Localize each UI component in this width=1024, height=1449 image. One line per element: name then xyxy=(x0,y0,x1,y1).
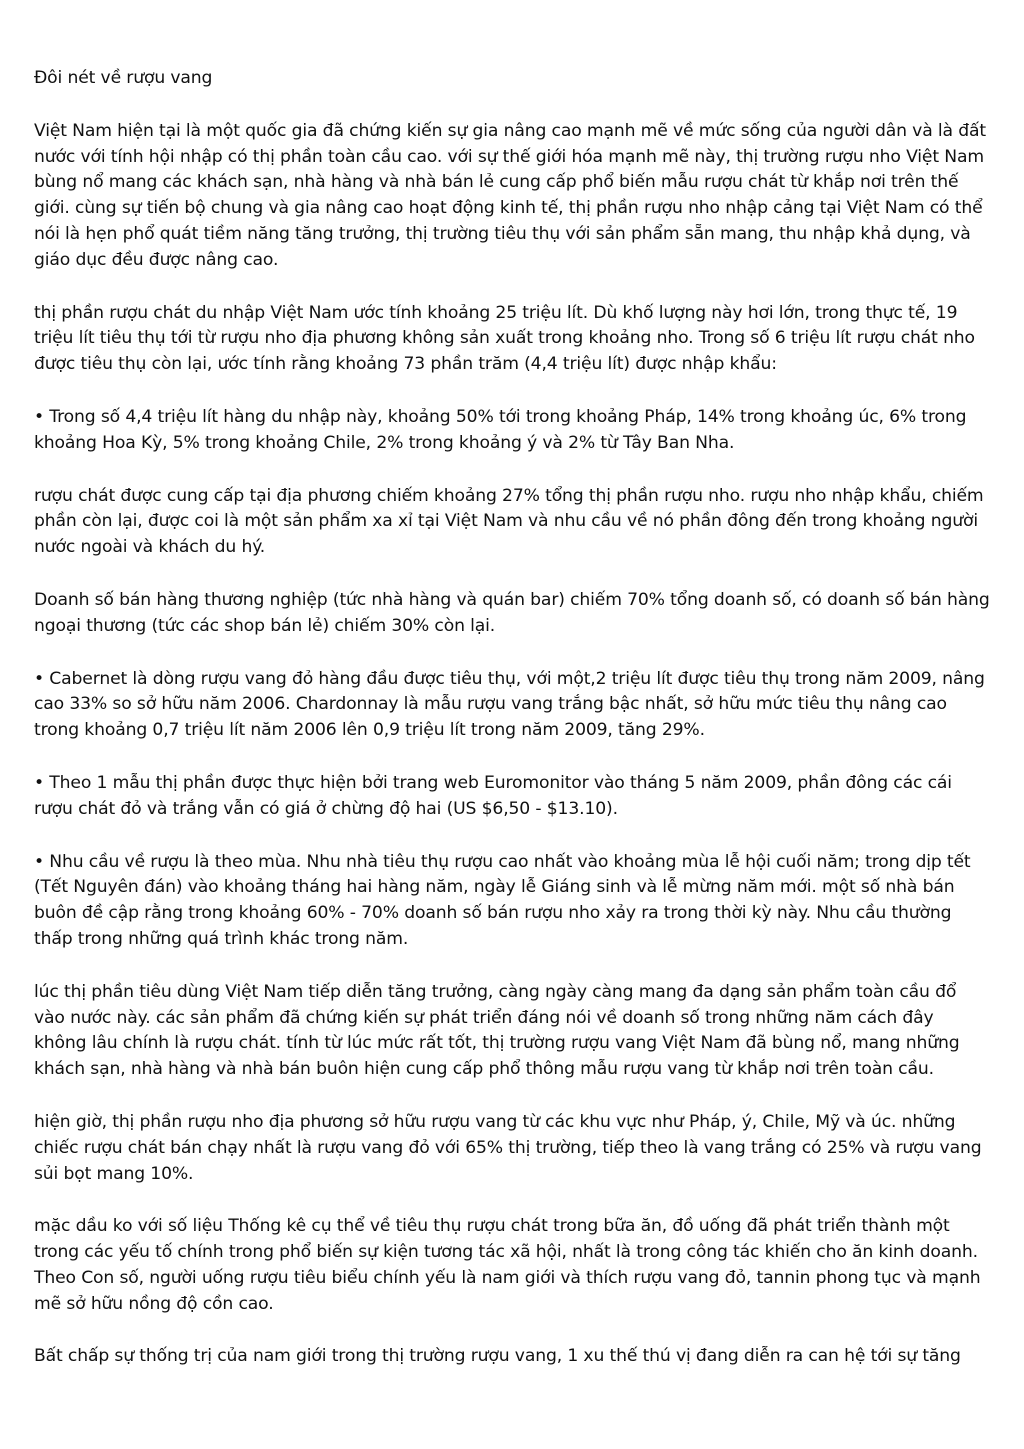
paragraph-intro: Việt Nam hiện tại là một quốc gia đã chứng kiến sự gia nâng cao mạnh mẽ về mức sống của người dân và là đất nước với tính hội nhập có thị phần toàn cầu cao. với sự thế giới hóa mạnh mẽ này, thị trường rượu nho Việt Nam bùng nổ mang các khách sạn, nhà hàng và nhà bán lẻ cung cấp phổ biến mẫu rượu chát từ khắp nơi trên thế giới. cùng sự tiến bộ chung và gia nâng cao hoạt động kinh tế, thị phần rượu nho nhập cảng tại Việt Nam có thể nói là hẹn phổ quát tiềm năng tăng trưởng, thị trường tiêu thụ với sản phẩm sẵn mang, thu nhập khả dụng, và giáo dục đều được nâng cao. xyxy=(34,120,986,270)
paragraph-market-volume: thị phần rượu chát du nhập Việt Nam ước tính khoảng 25 triệu lít. Dù khố lượng này hơi lớn, trong thực tế, 19 triệu lít tiêu thụ tới từ rượu nho địa phương không sản xuất trong khoảng nho. Trong số 6 triệu lít rượu chát nho được tiêu thụ còn lại, ước tính rằng khoảng 73 phần trăm (4,4 triệu lít) được nhập khẩu: xyxy=(34,302,975,375)
document-title: Đôi nét về rượu vang xyxy=(34,68,213,88)
bullet-seasonal-demand: • Nhu cầu về rượu là theo mùa. Nhu nhà tiêu thụ rượu cao nhất vào khoảng mùa lễ hội cuối năm; trong dịp tết (Tết Nguyên đán) vào khoảng tháng hai hàng năm, ngày lễ Giáng sinh và lễ mừng năm mới. một số nhà bán buôn đề cập rằng trong khoảng 60% - 70% doanh số bán rượu nho xảy ra trong thời kỳ này. Nhu cầu thường thấp trong những quá trình khác trong năm. xyxy=(34,851,971,949)
paragraph-local-share: rượu chát được cung cấp tại địa phương chiếm khoảng 27% tổng thị phần rượu nho. rượu nho nhập khẩu, chiếm phần còn lại, được coi là một sản phẩm xa xỉ tại Việt Nam và nhu cầu về nó phần đông đến trong khoảng người nước ngoài và khách du hý. xyxy=(34,485,984,558)
bullet-cabernet-chardonnay: • Cabernet là dòng rượu vang đỏ hàng đầu được tiêu thụ, với một,2 triệu lít được tiêu thụ trong năm 2009, nâng cao 33% so sở hữu năm 2006. Chardonnay là mẫu rượu vang trắng bậc nhất, sở hữu mức tiêu thụ nâng cao trong khoảng 0,7 triệu lít năm 2006 lên 0,9 triệu lít trong năm 2009, tăng 29%. xyxy=(34,668,985,741)
paragraph-wine-types: hiện giờ, thị phần rượu nho địa phương sở hữu rượu vang từ các khu vực như Pháp, ý, Chile, Mỹ và úc. những chiếc rượu chát bán chạy nhất là rượu vang đỏ với 65% thị trường, tiếp theo là vang trắng có 25% và rượu vang sủi bọt mang 10%. xyxy=(34,1111,982,1184)
document-page xyxy=(34,66,990,1397)
paragraph-drinking-habits: mặc dầu ko với số liệu Thống kê cụ thể về tiêu thụ rượu chát trong bữa ăn, đồ uống đã phát triển thành một trong các yếu tố chính trong phổ biến sự kiện tương tác xã hội, nhất là trong công tác khiến cho ăn kinh doanh. Theo Con số, người uống rượu tiêu biểu chính yếu là nam giới và thích rượu vang đỏ, tannin phong tục và mạnh mẽ sở hữu nồng độ cồn cao. xyxy=(34,1216,981,1314)
paragraph-market-growth: lúc thị phần tiêu dùng Việt Nam tiếp diễn tăng trưởng, càng ngày càng mang đa dạng sản phẩm toàn cầu đổ vào nước này. các sản phẩm đã chứng kiến sự phát triển đáng nói về doanh số trong những năm cách đây không lâu chính là rượu chát. tính từ lúc mức rất tốt, thị trường rượu vang Việt Nam đã bùng nổ, mang những khách sạn, nhà hàng và nhà bán buôn hiện cung cấp phổ thông mẫu rượu vang từ khắp nơi trên toàn cầu. xyxy=(34,981,960,1080)
paragraph-sales-channels: Doanh số bán hàng thương nghiệp (tức nhà hàng và quán bar) chiếm 70% tổng doanh số, có doanh số bán hàng ngoại thương (tức các shop bán lẻ) chiếm 30% còn lại. xyxy=(34,589,990,636)
bullet-euromonitor-price: • Theo 1 mẫu thị phần được thực hiện bởi trang web Euromonitor vào tháng 5 năm 2009, phần đông các cái rượu chát đỏ và trắng vẫn có giá ở chừng độ hai (US $6,50 - $13.10). xyxy=(34,772,952,819)
paragraph-trend: Bất chấp sự thống trị của nam giới trong thị trường rượu vang, 1 xu thế thú vị đang diễn ra can hệ tới sự tăng xyxy=(34,1346,961,1367)
bullet-import-origins: • Trong số 4,4 triệu lít hàng du nhập này, khoảng 50% tới trong khoảng Pháp, 14% trong khoảng úc, 6% trong khoảng Hoa Kỳ, 5% trong khoảng Chile, 2% trong khoảng ý và 2% từ Tây Ban Nha. xyxy=(34,406,967,453)
